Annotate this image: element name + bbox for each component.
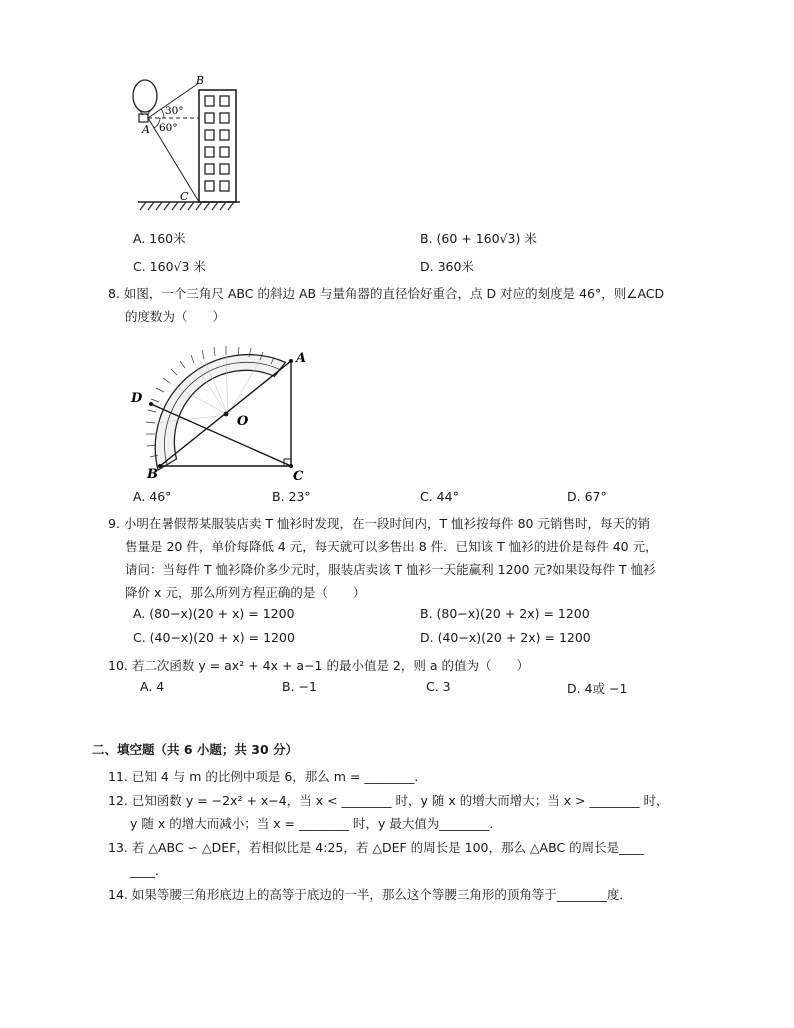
q7-option-a[interactable]: A. 160米 — [133, 231, 186, 246]
point-d — [149, 402, 153, 406]
q12-line2: y 随 x 的增大而减小；当 x = ________ 时，y 最大值为________． — [130, 816, 502, 831]
q8-label-c: C — [293, 469, 304, 482]
point-o — [224, 412, 229, 417]
q13-line2: ____． — [130, 863, 168, 878]
q9-line1: 9. 小明在暑假帮某服装店卖 T 恤衫时发现，在一段时间内，T 恤衫按每件 80 元销售时，每天的销 — [108, 516, 650, 531]
q10-option-a[interactable]: A. 4 — [140, 679, 165, 694]
building-windows — [205, 96, 229, 191]
point-b — [158, 464, 162, 468]
q8-label-d: D — [131, 391, 143, 406]
q7-angle-30: 30° — [165, 105, 184, 117]
q7-label-b: B — [196, 74, 205, 87]
balloon-basket — [139, 114, 148, 122]
q7-option-b[interactable]: B. (60 + 160√3) 米 — [420, 231, 537, 246]
q9-option-c[interactable]: C. (40−x)(20 + x) = 1200 — [133, 630, 295, 645]
q8-figure — [125, 330, 315, 482]
q10-text: 10. 若二次函数 y = ax² + 4x + a−1 的最小值是 2，则 a 的值为（ ） — [108, 658, 529, 673]
q7-option-c[interactable]: C. 160√3 米 — [133, 259, 206, 274]
q8-label-b: B — [147, 467, 158, 482]
q12-line1: 12. 已知函数 y = −2x² + x−4，当 x < ________ 时，y 随 x 的增大而增大；当 x > ________ 时， — [108, 793, 669, 808]
q7-angle-60: 60° — [159, 122, 178, 134]
q8-option-d[interactable]: D. 67° — [567, 489, 607, 504]
q8-option-a[interactable]: A. 46° — [133, 489, 172, 504]
q13-line1: 13. 若 △ABC ∽ △DEF，若相似比是 4:25，若 △DEF 的周长是 100，那么 △ABC 的周长是____ — [108, 840, 645, 855]
q8-option-b[interactable]: B. 23° — [272, 489, 311, 504]
q9-line2: 售量是 20 件，单价每降低 4 元，每天就可以多售出 8 件．已知该 T 恤衫的进价是每件 40 元， — [125, 539, 658, 554]
q7-figure — [120, 70, 250, 220]
q10-option-c[interactable]: C. 3 — [426, 679, 451, 694]
q8-label-o: O — [237, 414, 249, 429]
q9-option-a[interactable]: A. (80−x)(20 + x) = 1200 — [133, 606, 295, 621]
q7-label-a: A — [142, 123, 150, 136]
q14-text: 14. 如果等腰三角形底边上的高等于底边的一半，那么这个等腰三角形的顶角等于________度． — [108, 887, 632, 902]
q9-option-d[interactable]: D. (40−x)(20 + 2x) = 1200 — [420, 630, 591, 645]
q7-label-c: C — [180, 190, 189, 203]
protractor-band — [155, 355, 285, 470]
q7-option-d[interactable]: D. 360米 — [420, 259, 474, 274]
q10-option-b[interactable]: B. −1 — [282, 679, 317, 694]
q9-option-b[interactable]: B. (80−x)(20 + 2x) = 1200 — [420, 606, 590, 621]
q8-label-a: A — [296, 351, 307, 366]
point-a — [289, 359, 293, 363]
q11-text: 11. 已知 4 与 m 的比例中项是 6，那么 m = ________． — [108, 769, 427, 784]
q8-text-line1: 8. 如图，一个三角尺 ABC 的斜边 AB 与量角器的直径恰好重合，点 D 对应的刻度是 46°，则∠ACD — [108, 286, 665, 301]
balloon-shape — [133, 80, 157, 112]
point-c — [289, 464, 293, 468]
q9-line4: 降价 x 元，那么所列方程正确的是（ ） — [125, 585, 366, 600]
q8-text-line2: 的度数为（ ） — [125, 309, 226, 324]
q9-line3: 请问：当每件 T 恤衫降价多少元时，服装店卖该 T 恤衫一天能赢利 1200 元?如果设每件 T 恤衫 — [125, 562, 656, 577]
angle-arc-top — [161, 109, 164, 118]
q8-option-c[interactable]: C. 44° — [420, 489, 459, 504]
q10-option-d[interactable]: D. 4或 −1 — [567, 681, 628, 696]
section2-title: 二、填空题（共 6 小题；共 30 分） — [92, 742, 299, 757]
ground-hatching — [140, 202, 234, 210]
